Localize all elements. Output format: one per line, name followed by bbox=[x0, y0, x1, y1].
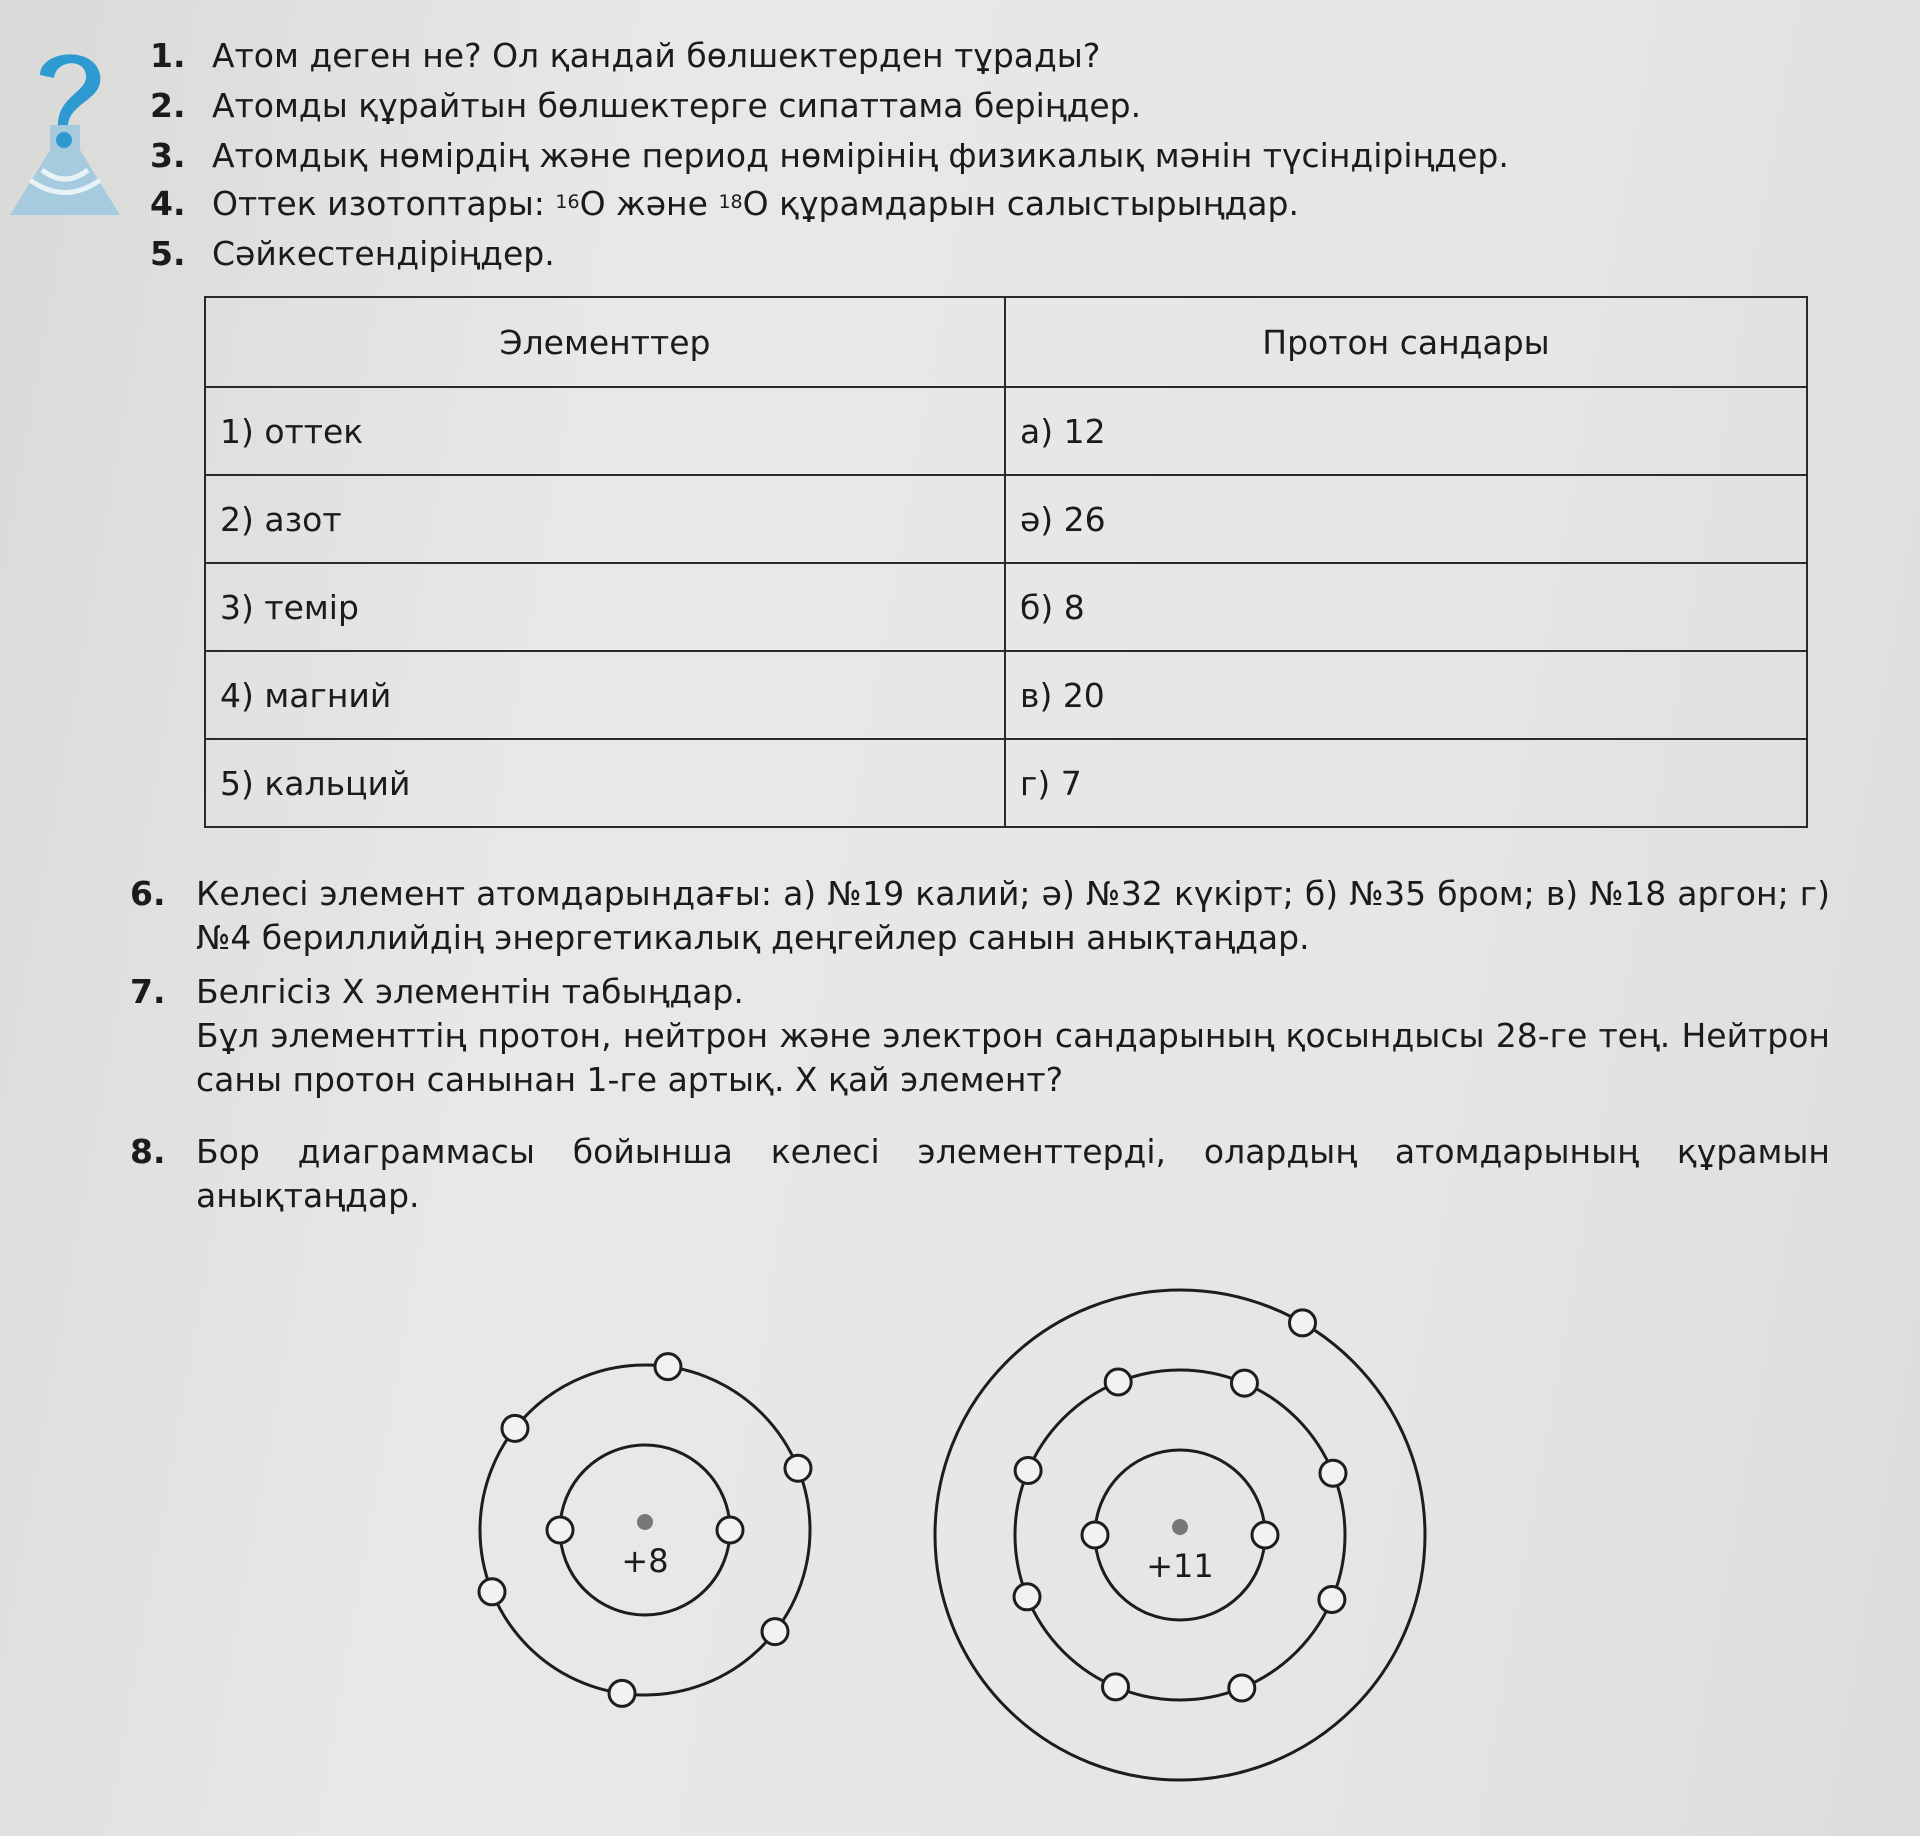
table-row bbox=[205, 651, 1807, 739]
electron bbox=[1082, 1522, 1108, 1548]
electron bbox=[1320, 1460, 1346, 1486]
proton-cell: ә) 26 bbox=[1005, 475, 1807, 563]
electron-shell bbox=[1095, 1450, 1265, 1620]
electron bbox=[655, 1354, 681, 1380]
table-header-row bbox=[205, 297, 1807, 387]
question-5 bbox=[150, 232, 555, 276]
proton-cell: а) 12 bbox=[1005, 387, 1807, 475]
question-text: Атомдық нөмірдің және период нөмірінің физикалық мәнін түсіндіріңдер. bbox=[212, 136, 1509, 175]
electron-shell bbox=[480, 1365, 810, 1695]
element-cell: 4) магний bbox=[205, 651, 1005, 739]
question-number: 3. bbox=[150, 136, 186, 175]
electron bbox=[479, 1579, 505, 1605]
question-text: Атом деген не? Ол қандай бөлшектерден тұрады? bbox=[212, 36, 1101, 75]
question-text: Белгісіз Х элементін табыңдар. bbox=[196, 972, 744, 1011]
proton-cell: г) 7 bbox=[1005, 739, 1807, 827]
element-cell: 1) оттек bbox=[205, 387, 1005, 475]
electron bbox=[1319, 1586, 1345, 1612]
bohr-diagram-1 bbox=[479, 1354, 811, 1707]
electron bbox=[1229, 1675, 1255, 1701]
electron bbox=[1015, 1458, 1041, 1484]
matching-table bbox=[204, 296, 1808, 828]
bohr-diagram-2 bbox=[935, 1290, 1425, 1780]
electron bbox=[547, 1517, 573, 1543]
question-number: 2. bbox=[150, 86, 186, 125]
header-proton-numbers: Протон сандары bbox=[1005, 297, 1807, 387]
text-part: Оттек изотоптары: bbox=[212, 184, 556, 223]
electron bbox=[1103, 1674, 1129, 1700]
isotope-mass-18: 18 bbox=[718, 191, 743, 213]
nucleus-charge-label: +8 bbox=[621, 1542, 669, 1580]
question-4 bbox=[150, 182, 1299, 226]
table-row bbox=[205, 739, 1807, 827]
electron bbox=[1290, 1310, 1316, 1336]
question-6 bbox=[130, 872, 1830, 960]
question-text: Бор диаграммасы бойынша келесі элементтерді, олардың атомдарының құрамын анықтаңдар. bbox=[196, 1132, 1830, 1215]
question-number: 8. bbox=[130, 1132, 166, 1171]
electron bbox=[502, 1415, 528, 1441]
element-cell: 5) кальций bbox=[205, 739, 1005, 827]
question-1 bbox=[150, 34, 1100, 78]
electron bbox=[762, 1619, 788, 1645]
question-8 bbox=[130, 1130, 1830, 1218]
isotope-mass-16: 16 bbox=[555, 191, 580, 213]
nucleus-dot bbox=[1172, 1519, 1188, 1535]
nucleus-charge-label: +11 bbox=[1146, 1547, 1214, 1585]
electron bbox=[785, 1455, 811, 1481]
question-number: 5. bbox=[150, 234, 186, 273]
electron bbox=[1014, 1584, 1040, 1610]
table-row bbox=[205, 387, 1807, 475]
header-elements: Элементтер bbox=[205, 297, 1005, 387]
question-text: Келесі элемент атомдарындағы: а) №19 калий; ә) №32 күкірт; б) №35 бром; в) №18 аргон; г) №4 бериллийдің энергетикалық деңгейлер санын анықтаңдар. bbox=[196, 874, 1830, 957]
electron bbox=[717, 1517, 743, 1543]
question-text bbox=[212, 182, 1299, 226]
question-text-detail: Бұл элементтің протон, нейтрон және электрон сандарының қосындысы 28-ге тең. Нейтрон саны протон санынан 1-ге артық. Х қай элемент? bbox=[196, 1016, 1830, 1099]
proton-cell: б) 8 bbox=[1005, 563, 1807, 651]
question-number: 1. bbox=[150, 36, 186, 75]
electron bbox=[1231, 1370, 1257, 1396]
question-2 bbox=[150, 84, 1141, 128]
electron bbox=[1252, 1522, 1278, 1548]
table-row bbox=[205, 475, 1807, 563]
electron-shell bbox=[935, 1290, 1425, 1780]
nucleus-dot bbox=[637, 1514, 653, 1530]
question-number: 7. bbox=[130, 972, 166, 1011]
question-number: 4. bbox=[150, 184, 186, 223]
question-text: Атомды құрайтын бөлшектерге сипаттама беріңдер. bbox=[212, 86, 1142, 125]
question-flask-icon bbox=[0, 30, 130, 230]
proton-cell: в) 20 bbox=[1005, 651, 1807, 739]
electron bbox=[609, 1680, 635, 1706]
element-cell: 2) азот bbox=[205, 475, 1005, 563]
text-part: O құрамдарын салыстырыңдар. bbox=[742, 184, 1299, 223]
question-7 bbox=[130, 970, 1830, 1102]
electron bbox=[1105, 1369, 1131, 1395]
text-part: O және bbox=[579, 184, 719, 223]
electron-shell bbox=[560, 1445, 730, 1615]
table-row bbox=[205, 563, 1807, 651]
question-3 bbox=[150, 134, 1509, 178]
question-text: Сәйкестендіріңдер. bbox=[212, 234, 555, 273]
electron-shell bbox=[1015, 1370, 1345, 1700]
element-cell: 3) темір bbox=[205, 563, 1005, 651]
question-number: 6. bbox=[130, 874, 166, 913]
